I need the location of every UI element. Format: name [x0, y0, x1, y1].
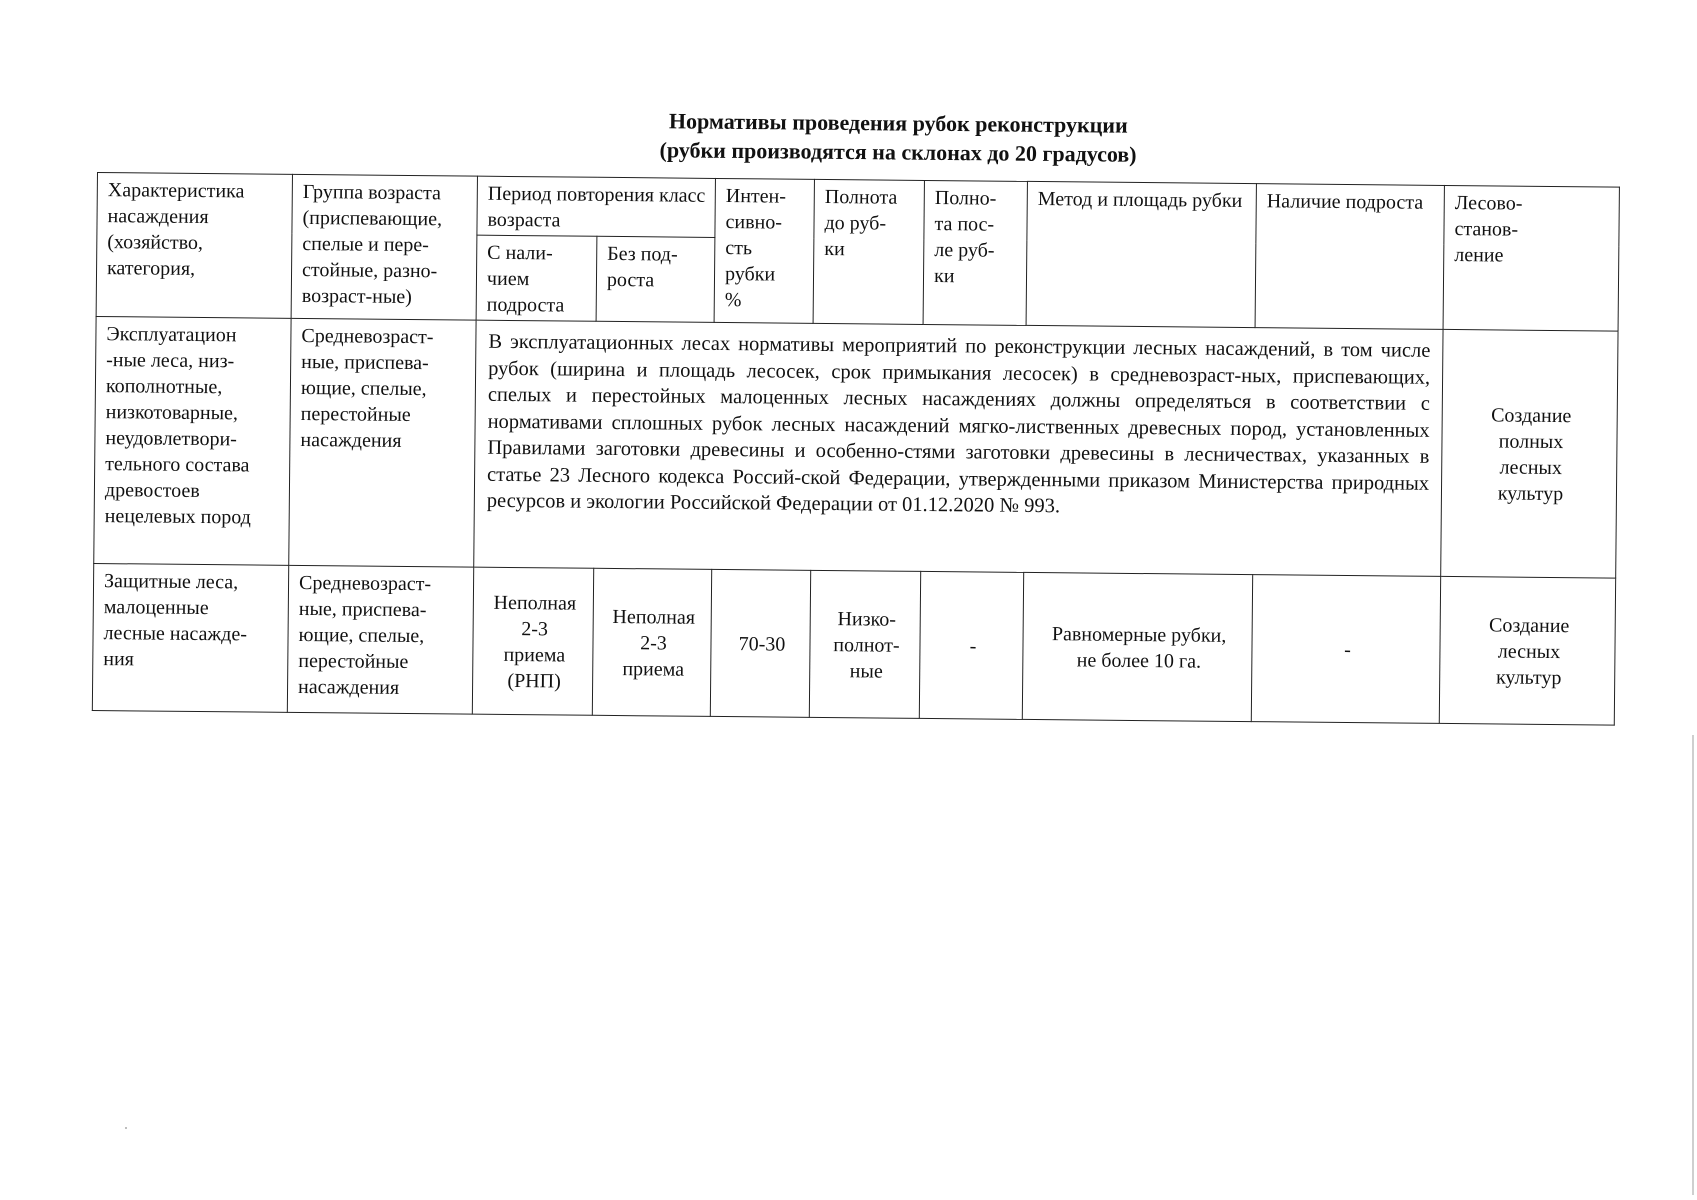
- scan-edge-shadow: [1692, 735, 1694, 1195]
- table-row: [94, 316, 1618, 578]
- cell-merged-norms-text: В эксплуатационных лесах нормативы мероприятий по реконструкции лесных насаждений, в том числе рубок (ширина и площадь лесосек, срок примыкания лесосек) в средневозраст-ных, приспевающих, спелых и перестойных малоценных лесных насаждениях должны определяться в соответствии с нормативами сплошных рубок лесных насаждений мягко-лиственных древесных пород, установленных Правилами заготовки древесины и особенно-стями заготовки древесины в лесничествах, указанных в статье 23 Лесного кодекса Россий-ской Федерации, утвержденными приказом Министерства природных ресурсов и экологии Российской Федерации от 01.12.2020 № 993.: [474, 320, 1443, 576]
- header-method-area: Метод и площадь рубки: [1026, 181, 1256, 327]
- header-row-1: [97, 173, 1620, 247]
- cell-age-group: Средневозраст- ные, приспева- ющие, спелые, перестойные насаждения: [289, 318, 476, 567]
- cell-age-group: Средневозраст- ные, приспева- ющие, спелые, перестойные насаждения: [287, 565, 473, 714]
- cell-reforestation: Создание полных лесных культур: [1441, 329, 1618, 578]
- cell-reforestation: Создание лесных культур: [1439, 576, 1615, 725]
- cell-density-after: -: [919, 571, 1023, 719]
- cell-method-area: Равномерные рубки, не более 10 га.: [1022, 572, 1252, 721]
- scan-speck: [125, 1127, 127, 1129]
- standards-table-wrapper: [92, 172, 1619, 726]
- header-repeat-period: Период повторения класс возраста: [477, 176, 716, 237]
- title-line-1: Нормативы проведения рубок реконструкции: [668, 108, 1128, 138]
- header-density-after: Полно- та пос- ле руб- ки: [923, 180, 1027, 325]
- header-with-undergrowth: С нали- чием подроста: [476, 235, 597, 321]
- document-title: [0, 100, 1697, 174]
- header-characteristic: Характеристика насаждения (хозяйство, категория,: [96, 173, 292, 319]
- header-without-undergrowth: Без под- роста: [596, 236, 715, 322]
- header-intensity: Интен- сивно- сть рубки %: [714, 178, 814, 323]
- title-line-2: (рубки производятся на склонах до 20 градусов): [659, 137, 1137, 167]
- cell-density-before: Низко- полнот- ные: [809, 570, 920, 718]
- cell-with-undergrowth: Неполная 2-3 приема (РНП): [472, 567, 593, 715]
- cell-undergrowth-presence: -: [1251, 575, 1440, 724]
- header-reforestation: Лесово- станов- ление: [1443, 185, 1619, 331]
- cell-characteristic: Эксплуатацион -ные леса, низ- кополнотные, низкотоварные, неудовлетвори- тельного состава древостоев нецелевых пород: [94, 316, 291, 565]
- cell-characteristic: Защитные леса, малоценные лесные насажде- ния: [92, 563, 288, 712]
- standards-table: [92, 172, 1620, 726]
- header-density-before: Полнота до руб- ки: [813, 179, 924, 324]
- cell-without-undergrowth: Неполная 2-3 приема: [592, 568, 711, 716]
- table-row: [92, 563, 1615, 725]
- header-age-group: Группа возраста (приспевающие, спелые и пере-стойные, разно-возраст-ные): [291, 174, 477, 320]
- cell-intensity: 70-30: [710, 569, 810, 717]
- header-undergrowth-presence: Наличие подроста: [1255, 184, 1444, 330]
